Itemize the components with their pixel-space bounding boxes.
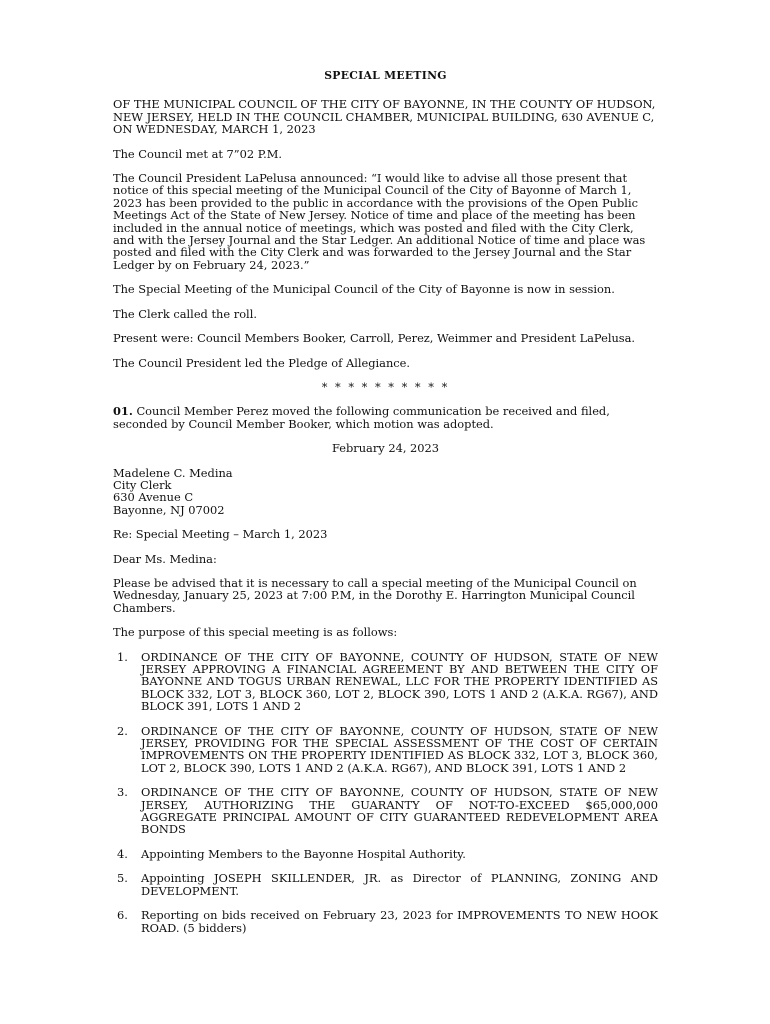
agenda-item-text: ORDINANCE OF THE CITY OF BAYONNE, COUNTY OF HUDSON, STATE OF NEW JERSEY, AUTHORIZING THE GUARANTY OF NOT-TO-EXCEED $65,000,000 AGGREGATE PRINCIPAL AMOUNT OF CITY GUARANTEED REDEVELOPMENT AREA BONDS xyxy=(141,785,658,837)
agenda-item-number: 4. xyxy=(117,846,128,861)
present-members: Present were: Council Members Booker, Carroll, Perez, Weimmer and President LaPelusa. xyxy=(113,331,636,346)
address-line: Madelene C. Medina xyxy=(113,465,233,480)
agenda-item-number: 2. xyxy=(117,723,128,738)
letter-re: Re: Special Meeting – March 1, 2023 xyxy=(113,527,328,542)
letter-address xyxy=(113,467,658,517)
agenda-item-number: 5. xyxy=(117,871,128,886)
council-met-time: The Council met at 7”02 P.M. xyxy=(113,146,282,161)
separator: * * * * * * * * * * xyxy=(321,379,450,394)
document-title: SPECIAL MEETING xyxy=(324,69,447,82)
letter-purpose: The purpose of this special meeting is as follows: xyxy=(113,625,398,640)
agenda-item xyxy=(113,725,658,775)
address-line: Bayonne, NJ 07002 xyxy=(113,502,225,517)
agenda-list xyxy=(113,651,658,934)
president-announcement: The Council President LaPelusa announced: “I would like to advise all those present that notice of this special meeting of the Municipal Council of the City of Bayonne of March 1, 2023 has been provided to the public in accordance with the provisions of the Open Public Meetings Act of the State of New Jersey. Notice of time and place of the meeting has been included in the annual notice of meetings, which was posted and filed with the City Clerk, and with the Jersey Journal and the Star Ledger. An additional Notice of time and place was posted and filed with the City Clerk and was forwarded to the Jersey Journal and the Star Ledger by on February 24, 2023.” xyxy=(113,171,646,272)
letter-date: February 24, 2023 xyxy=(331,441,440,456)
address-line: 630 Avenue C xyxy=(113,490,194,505)
agenda-item-number: 1. xyxy=(117,649,128,664)
agenda-item xyxy=(113,786,658,836)
roll-call: The Clerk called the roll. xyxy=(113,306,257,321)
agenda-item xyxy=(113,909,658,934)
agenda-item xyxy=(113,651,658,713)
pledge-statement: The Council President led the Pledge of Allegiance. xyxy=(113,355,411,370)
meeting-heading: OF THE MUNICIPAL COUNCIL OF THE CITY OF BAYONNE, IN THE COUNTY OF HUDSON, NEW JERSEY, HELD IN THE COUNCIL CHAMBER, MUNICIPAL BUILDING, 630 AVENUE C, ON WEDNESDAY, MARCH 1, 2023 xyxy=(113,97,656,137)
item-01-number: 01. xyxy=(113,404,133,419)
letter-body: Please be advised that it is necessary to call a special meeting of the Municipal Council on Wednesday, January 25, 2023 at 7:00 P.M, in the Dorothy E. Harrington Municipal Council Chambers. xyxy=(113,575,637,615)
item-01 xyxy=(113,405,658,430)
agenda-item-number: 3. xyxy=(117,785,128,800)
agenda-item xyxy=(113,848,658,860)
item-01-text: Council Member Perez moved the following communication be received and filed, seconded by Council Member Booker, which motion was adopted. xyxy=(113,404,610,431)
agenda-item-text: Appointing JOSEPH SKILLENDER, JR. as Director of PLANNING, ZONING AND DEVELOPMENT. xyxy=(141,871,658,898)
document-body xyxy=(113,70,658,946)
agenda-item-text: Appointing Members to the Bayonne Hospital Authority. xyxy=(141,846,466,861)
address-line: City Clerk xyxy=(113,477,172,492)
agenda-item xyxy=(113,872,658,897)
session-statement: The Special Meeting of the Municipal Council of the City of Bayonne is now in session. xyxy=(113,282,615,297)
agenda-item-text: ORDINANCE OF THE CITY OF BAYONNE, COUNTY OF HUDSON, STATE OF NEW JERSEY APPROVING A FINANCIAL AGREEMENT BY AND BETWEEN THE CITY OF BAYONNE AND TOGUS URBAN RENEWAL, LLC FOR THE PROPERTY IDENTIFIED AS BLOCK 332, LOT 3, BLOCK 360, LOT 2, BLOCK 390, LOTS 1 AND 2 (A.K.A. RG67), AND BLOCK 391, LOTS 1 AND 2 xyxy=(141,649,658,714)
agenda-item-text: Reporting on bids received on February 23, 2023 for IMPROVEMENTS TO NEW HOOK ROAD. (5 bidders) xyxy=(141,908,658,935)
letter-salutation: Dear Ms. Medina: xyxy=(113,551,217,566)
agenda-item-number: 6. xyxy=(117,908,128,923)
agenda-item-text: ORDINANCE OF THE CITY OF BAYONNE, COUNTY OF HUDSON, STATE OF NEW JERSEY, PROVIDING FOR THE SPECIAL ASSESSMENT OF THE COST OF CERTAIN IMPROVEMENTS ON THE PROPERTY IDENTIFIED AS BLOCK 332, LOT 3, BLOCK 360, LOT 2, BLOCK 390, LOTS 1 AND 2 (A.K.A. RG67), AND BLOCK 391, LOTS 1 AND 2 xyxy=(141,723,658,775)
